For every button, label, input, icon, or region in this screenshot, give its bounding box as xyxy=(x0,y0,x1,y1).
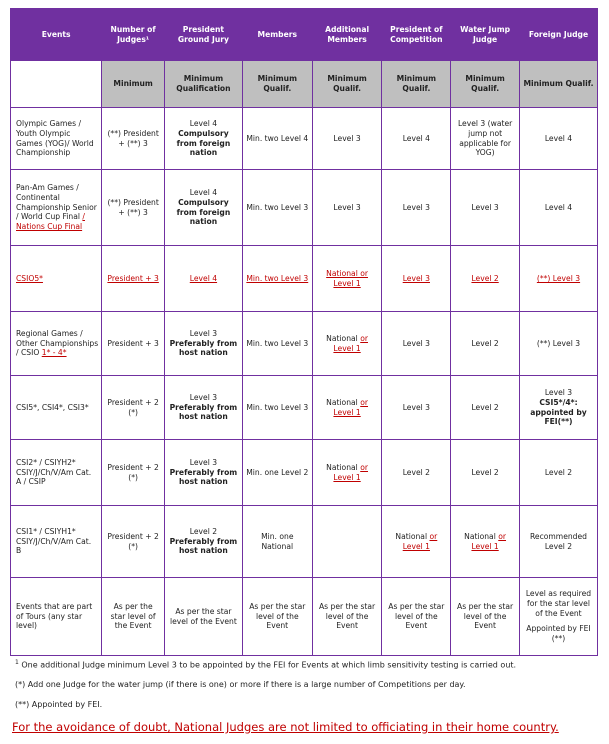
row-event xyxy=(11,170,102,246)
row-additional xyxy=(312,246,382,312)
subheader-additional: Minimum Qualif. xyxy=(312,61,382,108)
row-event: Events that are part of Tours (any star level) xyxy=(11,578,102,656)
row-competition: Level 3 xyxy=(382,170,451,246)
row-water: Level 3 (water jump not applicable for YOG) xyxy=(451,108,520,170)
foreign-level: Level 3 xyxy=(544,387,573,397)
foreign-text: (**) Level 3 xyxy=(536,273,581,283)
row-judges xyxy=(102,246,165,312)
subheader-president: Minimum Qualification xyxy=(164,61,242,108)
row-additional: Level 3 xyxy=(312,170,382,246)
foreign-note: CSI5*/4*: appointed by FEI(**) xyxy=(530,397,587,427)
row-event: Olympic Games / Youth Olympic Games (YOG)/ World Championship xyxy=(11,108,102,170)
row-president xyxy=(164,170,242,246)
row-judges: President + 3 xyxy=(102,312,165,376)
row-judges: (**) President + (**) 3 xyxy=(102,170,165,246)
row-event: CSI1* / CSIYH1* CSIY/J/Ch/V/Am Cat. B xyxy=(11,506,102,578)
row-foreign: (**) Level 3 xyxy=(519,312,597,376)
subheader-water: Minimum Qualif. xyxy=(451,61,520,108)
header-competition: President of Competition xyxy=(382,9,451,61)
row-water xyxy=(451,506,520,578)
president-level: Level 4 xyxy=(189,273,218,283)
row-president xyxy=(164,246,242,312)
event-text: CSIO5* xyxy=(16,273,43,283)
competition-amendment: or Level 1 xyxy=(402,531,438,551)
president-note: Preferably from host nation xyxy=(169,338,238,358)
members-text: Min. two Level 3 xyxy=(246,273,309,283)
row-president xyxy=(164,108,242,170)
additional-text: National xyxy=(326,333,358,343)
row-water: As per the star level of the Event xyxy=(451,578,520,656)
row-event: CSI2* / CSIYH2* CSIY/J/Ch/V/Am Cat. A / CSIP xyxy=(11,440,102,506)
event-text: Pan-Am Games / Continental Championship Senior / World Cup Final xyxy=(16,182,97,222)
row-foreign: Level 4 xyxy=(519,108,597,170)
subheader-blank xyxy=(11,61,102,108)
table-row xyxy=(11,312,598,376)
additional-text: National xyxy=(326,462,358,472)
president-level: Level 4 xyxy=(189,118,218,128)
table-row xyxy=(11,506,598,578)
row-members: Min. two Level 4 xyxy=(242,108,312,170)
row-foreign: Level 2 xyxy=(519,440,597,506)
row-members: Min. two Level 3 xyxy=(242,312,312,376)
row-competition: Level 3 xyxy=(382,376,451,440)
row-additional xyxy=(312,376,382,440)
subheader-row xyxy=(11,61,598,108)
president-note: Preferably from host nation xyxy=(169,402,238,422)
row-foreign xyxy=(519,376,597,440)
row-members: Min. two Level 3 xyxy=(242,170,312,246)
president-note: Preferably from host nation xyxy=(169,467,238,487)
judges-table xyxy=(10,8,598,656)
row-president xyxy=(164,376,242,440)
header-water: Water Jump Judge xyxy=(451,9,520,61)
event-text: Regional Games / Other Championships / CSIO xyxy=(16,328,99,358)
row-foreign: Recommended Level 2 xyxy=(519,506,597,578)
foreign-level: Level as required for the star level of the Event xyxy=(525,589,592,619)
footnote-1-text: One additional Judge minimum Level 3 to be appointed by the FEI for Events at which limb sensitivity testing is carried out. xyxy=(21,660,517,670)
footnote-3: (**) Appointed by FEI. xyxy=(15,700,103,709)
row-judges: President + 2 (*) xyxy=(102,376,165,440)
water-text: National xyxy=(464,531,496,541)
additional-text: National xyxy=(326,397,358,407)
row-judges: (**) President + (**) 3 xyxy=(102,108,165,170)
row-water xyxy=(451,246,520,312)
row-additional: As per the star level of the Event xyxy=(312,578,382,656)
row-event: CSI5*, CSI4*, CSI3* xyxy=(11,376,102,440)
table-row xyxy=(11,246,598,312)
president-level: Level 4 xyxy=(189,187,218,197)
row-foreign: Level 4 xyxy=(519,170,597,246)
table-row xyxy=(11,578,598,656)
row-additional xyxy=(312,506,382,578)
row-competition: Level 3 xyxy=(382,312,451,376)
avoidance-note: For the avoidance of doubt, National Judges are not limited to officiating in their home country. xyxy=(12,720,559,734)
footnote-2: (*) Add one Judge for the water jump (if there is one) or more if there is a large number of Competitions per day. xyxy=(15,680,466,689)
additional-amendment: or Level 1 xyxy=(333,462,368,482)
row-president xyxy=(164,312,242,376)
judges-text: President + 3 xyxy=(107,273,159,283)
president-level: Level 2 xyxy=(189,526,218,536)
water-text: Level 2 xyxy=(471,273,499,283)
row-water: Level 2 xyxy=(451,376,520,440)
subheader-members: Minimum Qualif. xyxy=(242,61,312,108)
foreign-note: Appointed by FEI (**) xyxy=(526,623,591,643)
event-amendment: 1* - 4* xyxy=(41,348,67,358)
subheader-judges: Minimum xyxy=(102,61,165,108)
header-members: Members xyxy=(242,9,312,61)
water-amendment: or Level 1 xyxy=(471,531,507,551)
row-water: Level 3 xyxy=(451,170,520,246)
row-water: Level 2 xyxy=(451,440,520,506)
president-level: Level 3 xyxy=(189,457,218,467)
competition-text: National xyxy=(395,531,428,541)
header-additional: Additional Members xyxy=(312,9,382,61)
row-foreign xyxy=(519,246,597,312)
header-events: Events xyxy=(11,9,102,61)
row-event xyxy=(11,246,102,312)
table-row xyxy=(11,170,598,246)
header-row xyxy=(11,9,598,61)
additional-amendment: or Level 1 xyxy=(333,397,368,417)
row-competition: Level 2 xyxy=(382,440,451,506)
header-president: President Ground Jury xyxy=(164,9,242,61)
president-note: Compulsory from foreign nation xyxy=(176,128,231,158)
row-competition xyxy=(382,506,451,578)
row-additional xyxy=(312,312,382,376)
competition-text: Level 3 xyxy=(402,273,430,283)
table-row xyxy=(11,376,598,440)
footnote-1 xyxy=(15,659,516,670)
row-members: As per the star level of the Event xyxy=(242,578,312,656)
row-members: Min. two Level 3 xyxy=(242,376,312,440)
row-president xyxy=(164,440,242,506)
header-judges: Number of Judges¹ xyxy=(102,9,165,61)
row-members: Min. one Level 2 xyxy=(242,440,312,506)
row-additional xyxy=(312,440,382,506)
row-foreign xyxy=(519,578,597,656)
row-judges: As per the star level of the Event xyxy=(102,578,165,656)
row-president: As per the star level of the Event xyxy=(164,578,242,656)
row-members xyxy=(242,246,312,312)
president-note: Compulsory from foreign nation xyxy=(176,197,231,227)
table-row xyxy=(11,108,598,170)
row-competition: As per the star level of the Event xyxy=(382,578,451,656)
header-foreign: Foreign Judge xyxy=(519,9,597,61)
row-competition xyxy=(382,246,451,312)
event-amendment: / Nations Cup Final xyxy=(16,212,85,232)
subheader-foreign: Minimum Qualif. xyxy=(519,61,597,108)
president-note: Preferably from host nation xyxy=(169,536,238,556)
president-level: Level 3 xyxy=(189,392,218,402)
row-competition: Level 4 xyxy=(382,108,451,170)
row-additional: Level 3 xyxy=(312,108,382,170)
row-judges: President + 2 (*) xyxy=(102,440,165,506)
subheader-competition: Minimum Qualif. xyxy=(382,61,451,108)
additional-text: National or Level 1 xyxy=(326,268,368,288)
additional-amendment: or Level 1 xyxy=(333,333,368,353)
row-members: Min. one National xyxy=(242,506,312,578)
row-event xyxy=(11,312,102,376)
row-water: Level 2 xyxy=(451,312,520,376)
table-row xyxy=(11,440,598,506)
row-president xyxy=(164,506,242,578)
footnote-1-mark: 1 xyxy=(15,659,19,666)
president-level: Level 3 xyxy=(189,328,218,338)
row-judges: President + 2 (*) xyxy=(102,506,165,578)
